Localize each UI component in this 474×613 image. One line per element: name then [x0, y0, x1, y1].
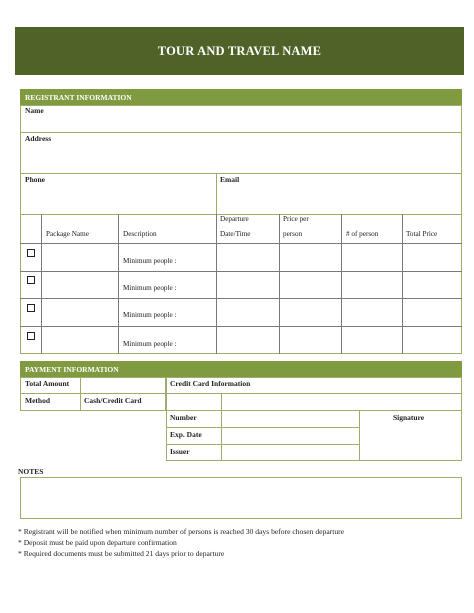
package-table: [20, 214, 462, 354]
name-label: Name: [25, 106, 44, 115]
column-header-num-persons: # of person: [346, 230, 379, 238]
divider: [20, 393, 166, 394]
email-field[interactable]: [217, 174, 461, 214]
card-number-label: Number: [170, 413, 197, 422]
table-row: [20, 327, 462, 354]
table-row: [20, 244, 462, 271]
column-header-description: Description: [123, 230, 157, 238]
phone-field[interactable]: [21, 174, 216, 214]
note-line: * Deposit must be paid upon departure confirmation: [18, 538, 177, 547]
issuer-label: Issuer: [170, 447, 190, 456]
notes-label: NOTES: [18, 467, 44, 476]
registrant-section-header: [20, 89, 462, 105]
column-header-departure: Departure: [220, 215, 249, 223]
package-checkbox[interactable]: [27, 249, 35, 257]
column-header-price-per: Price per: [283, 215, 309, 223]
divider: [166, 393, 462, 394]
column-header-package-name: Package Name: [46, 230, 89, 238]
description-cell: Minimum people :: [123, 284, 177, 292]
column-header-person: person: [283, 230, 303, 238]
package-checkbox[interactable]: [27, 276, 35, 284]
payment-section-title: PAYMENT INFORMATION: [25, 364, 119, 374]
description-cell: Minimum people :: [123, 311, 177, 319]
method-label: Method: [25, 396, 50, 405]
divider: [216, 173, 217, 214]
table-row: [20, 272, 462, 299]
signature-field[interactable]: [360, 427, 461, 460]
phone-label: Phone: [25, 175, 46, 184]
note-line: * Required documents must be submitted 21 days prior to departure: [18, 549, 225, 558]
exp-date-field[interactable]: [222, 428, 359, 444]
credit-card-label: Credit Card Information: [170, 379, 251, 388]
method-value[interactable]: Cash/Credit Card: [84, 396, 142, 405]
form-title: TOUR AND TRAVEL NAME: [157, 43, 322, 58]
exp-date-label: Exp. Date: [170, 430, 202, 439]
signature-label: Signature: [393, 413, 425, 422]
total-amount-label: Total Amount: [25, 379, 70, 388]
column-header-total-price: Total Price: [406, 230, 438, 238]
address-label: Address: [25, 134, 52, 143]
issuer-field[interactable]: [222, 445, 359, 461]
card-number-field[interactable]: [222, 411, 359, 427]
note-line: * Registrant will be notified when minimum number of persons is reached 30 days before chosen departure: [18, 527, 345, 536]
description-cell: Minimum people :: [123, 340, 177, 348]
address-field[interactable]: [21, 133, 461, 173]
package-checkbox[interactable]: [27, 304, 35, 312]
column-header-date-time: Date/Time: [220, 230, 251, 238]
payment-section-header: [20, 361, 462, 377]
email-label: Email: [220, 175, 240, 184]
form-title-banner: [15, 27, 464, 75]
name-field[interactable]: [21, 105, 461, 132]
total-amount-field[interactable]: [81, 378, 165, 393]
registrant-section-title: REGISTRANT INFORMATION: [25, 92, 132, 102]
notes-field[interactable]: [20, 477, 462, 519]
table-row: [20, 299, 462, 326]
description-cell: Minimum people :: [123, 257, 177, 265]
package-checkbox[interactable]: [27, 332, 35, 340]
